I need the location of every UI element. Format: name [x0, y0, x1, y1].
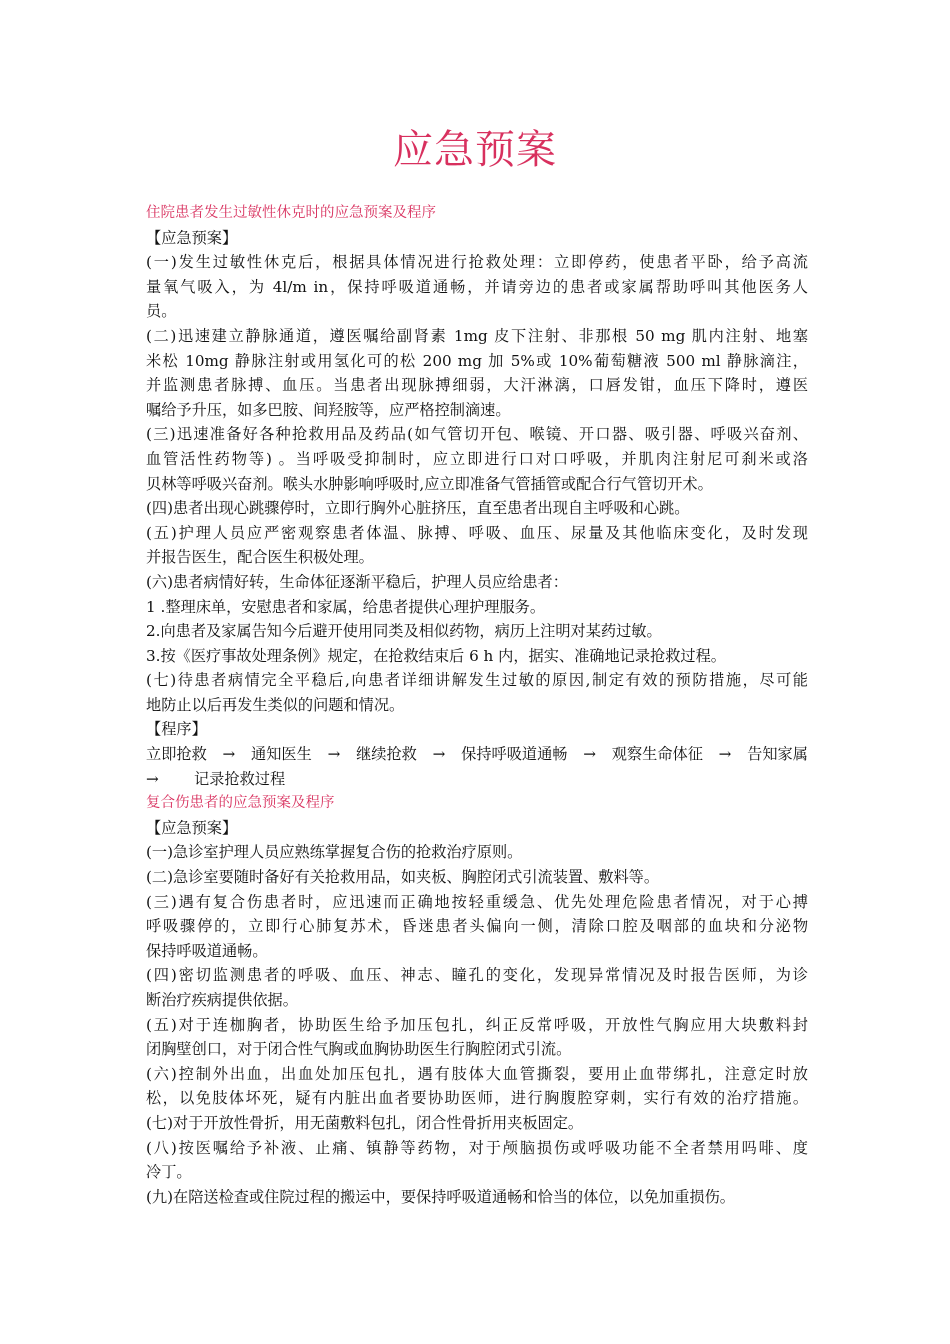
- text-line: 冷丁。: [146, 1163, 192, 1182]
- text-line: (三)遇有复合伤患者时，应迅速而正确地按轻重缓急、优先处理危险患者情况，对于心搏: [146, 892, 808, 911]
- label-emergency-plan: 【应急预案】: [146, 818, 238, 837]
- text-line: (一)急诊室护理人员应熟练掌握复合伤的抢救治疗原则。: [146, 843, 523, 862]
- list-item: 3.按《医疗事故处理条例》规定，在抢救结束后 6 h 内，据实、准确地记录抢救过程。: [146, 646, 726, 665]
- text-line: (九)在陪送检查或住院过程的搬运中，要保持呼吸道通畅和恰当的体位，以免加重损伤。: [146, 1187, 735, 1206]
- label-procedure: 【程序】: [146, 720, 207, 739]
- arrow-icon: →: [583, 745, 596, 764]
- text-line: (二)迅速建立静脉通道，遵医嘱给副肾素 1mg 皮下注射、非那根 50 mg 肌内注射、地塞: [146, 326, 808, 345]
- section-heading-multiple-trauma: 复合伤患者的应急预案及程序: [146, 795, 335, 812]
- text-line: (六)患者病情好转，生命体征逐渐平稳后，护理人员应给患者：: [146, 572, 568, 591]
- page-title: 应急预案: [393, 127, 557, 173]
- paragraph-4: [146, 963, 808, 1012]
- paragraph-9: [146, 1185, 808, 1210]
- text-line: 量氧气吸入，为 4l/m in，保持呼吸道通畅，并请旁边的患者或家属帮助呼叫其他医务人: [146, 277, 808, 296]
- arrow-icon: →: [222, 745, 236, 764]
- text-line: 并监测患者脉搏、血压。当患者出现脉搏细弱，大汗淋漓，口唇发钳，血压下降时，遵医: [146, 376, 808, 395]
- section-heading-anaphylaxis: 住院患者发生过敏性休克时的应急预案及程序: [146, 205, 436, 221]
- list-item: 1 .整理床单，安慰患者和家属，给患者提供心理护理服务。: [146, 597, 546, 616]
- text-line: 嘱给予升压，如多巴胺、间羟胺等，应严格控制滴速。: [146, 400, 511, 419]
- document-body: [146, 201, 808, 1209]
- paragraph-1: [146, 250, 808, 324]
- label-emergency-plan: 【应急预案】: [146, 228, 238, 247]
- paragraph-7: [146, 1111, 808, 1136]
- paragraph-3: [146, 422, 808, 496]
- text-line: 米松 10mg 静脉注射或用氢化可的松 200 mg 加 5%或 10%葡萄糖液 500 ml 静脉滴注，: [146, 351, 808, 370]
- procedure-step: 告知家属: [747, 745, 808, 764]
- text-line: (三)迅速准备好各种抢救用品及药品(如气管切开包、喉镜、开口器、吸引器、呼吸兴奋剂、: [146, 425, 808, 444]
- text-line: (六)控制外出血，出血处加压包扎，遇有肢体大血管撕裂，要用止血带绑扎，注意定时放: [146, 1064, 808, 1083]
- procedure-step: 观察生命体征: [611, 745, 703, 764]
- paragraph-7: [146, 668, 808, 717]
- paragraph-2: [146, 324, 808, 422]
- arrow-icon: →: [432, 745, 446, 764]
- text-line: 员。: [146, 302, 177, 321]
- text-line: 并报告医生，配合医生积极处理。: [146, 548, 374, 567]
- procedure-step: 记录抢救过程: [194, 769, 286, 788]
- text-line: 保持呼吸道通畅。: [146, 941, 268, 960]
- text-line: (一)发生过敏性休克后，根据具体情况进行抢救处理：立即停药，使患者平卧，给予高流: [146, 253, 808, 272]
- arrow-icon: →: [146, 769, 159, 788]
- text-line: 地防止以后再发生类似的问题和情况。: [146, 695, 405, 714]
- text-line: 闭胸壁创口，对于闭合性气胸或血胸协助医生行胸腔闭式引流。: [146, 1040, 572, 1059]
- procedure-step: 保持呼吸道通畅: [461, 745, 568, 764]
- list-item: 2.向患者及家属告知今后避开使用同类及相似药物，病历上注明对某药过敏。: [146, 622, 662, 641]
- text-line: (二)急诊室要随时备好有关抢救用品，如夹板、胸腔闭式引流装置、敷料等。: [146, 868, 660, 887]
- arrow-icon: →: [718, 745, 732, 764]
- procedure-step: 立即抢救: [146, 745, 207, 764]
- procedure-step: 继续抢救: [356, 745, 417, 764]
- paragraph-8: [146, 1136, 808, 1185]
- paragraph-4: [146, 496, 808, 521]
- procedure-step: 通知医生: [251, 745, 312, 764]
- paragraph-6: [146, 570, 808, 595]
- text-line: (四)密切监测患者的呼吸、血压、神志、瞳孔的变化，发现异常情况及时报告医师，为诊: [146, 966, 808, 985]
- text-line: (八)按医嘱给予补液、止痛、镇静等药物，对于颅脑损伤或呼吸功能不全者禁用吗啡、度: [146, 1138, 808, 1157]
- text-line: (五)护理人员应严密观察患者体温、脉搏、呼吸、血压、尿量及其他临床变化，及时发现: [146, 523, 808, 542]
- paragraph-2: [146, 865, 808, 890]
- text-line: 断治疗疾病提供依据。: [146, 991, 298, 1009]
- text-line: (四)患者出现心跳骤停时，立即行胸外心脏挤压，直至患者出现自主呼吸和心跳。: [146, 499, 690, 518]
- paragraph-1: [146, 840, 808, 865]
- paragraph-6: [146, 1062, 808, 1111]
- arrow-icon: →: [327, 745, 341, 764]
- text-line: 松，以免肢体坏死，疑有内脏出血者要协助医师，进行胸腹腔穿刺，实行有效的治疗措施。: [146, 1089, 808, 1108]
- text-line: (七)待患者病情完全平稳后,向患者详细讲解发生过敏的原因,制定有效的预防措施，尽可能: [146, 671, 808, 690]
- procedure-flow: [146, 742, 808, 767]
- paragraph-3: [146, 890, 808, 964]
- paragraph-5: [146, 1013, 808, 1062]
- paragraph-5: [146, 521, 808, 570]
- text-line: 呼吸骤停的，立即行心肺复苏术，昏迷患者头偏向一侧，清除口腔及咽部的血块和分泌物: [146, 917, 808, 936]
- text-line: 血管活性药物等) 。当呼吸受抑制时，应立即进行口对口呼吸，并肌肉注射尼可刹米或洛: [146, 449, 808, 468]
- procedure-flow-continued: [146, 767, 808, 792]
- text-line: (七)对于开放性骨折，用无菌敷料包扎，闭合性骨折用夹板固定。: [146, 1113, 584, 1132]
- text-line: (五)对于连枷胸者，协助医生给予加压包扎，纠正反常呼吸，开放性气胸应用大块敷料封: [146, 1015, 808, 1034]
- text-line: 贝林等呼吸兴奋剂。喉头水肿影响呼吸时,应立即准备气管插管或配合行气管切开术。: [146, 474, 713, 493]
